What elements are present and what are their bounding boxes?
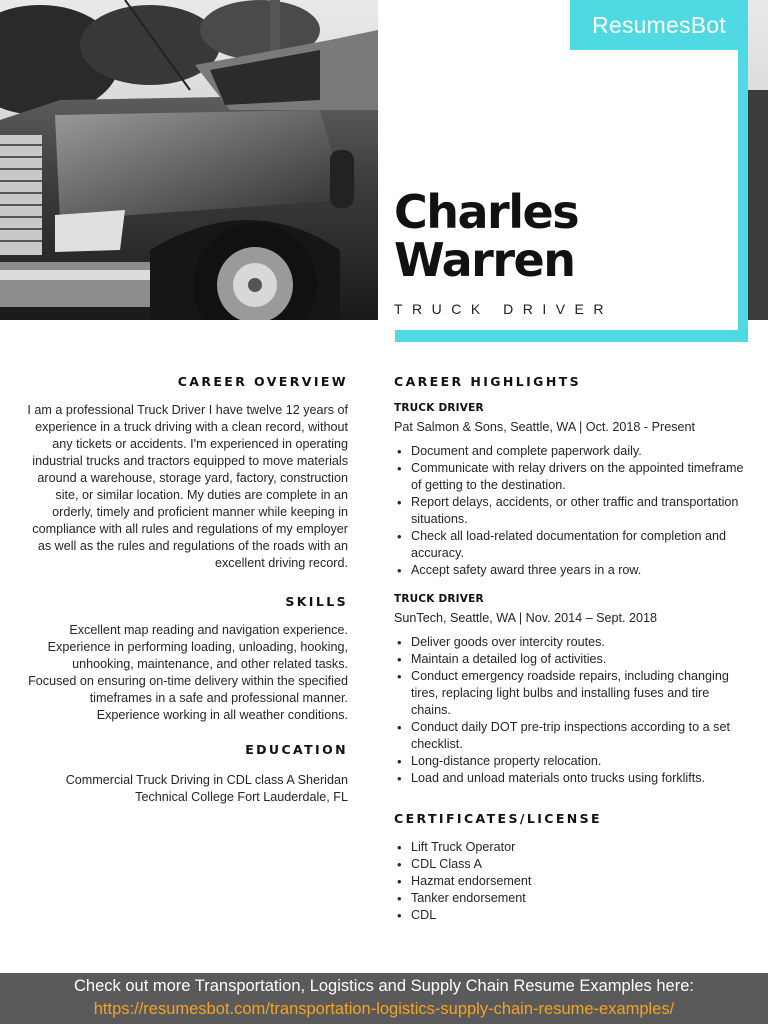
first-name: Charles: [394, 185, 579, 239]
education-text: Commercial Truck Driving in CDL class A Sheridan Technical College Fort Lauderdale, FL: [65, 773, 348, 804]
skill-item: Focused on ensuring on-time delivery within the specified timeframes in a safe and professional manner.: [28, 674, 348, 705]
right-column: [394, 374, 744, 924]
duty-item: • Document and complete paperwork daily.: [394, 443, 744, 460]
duty-item: • Load and unload materials onto trucks using forklifts.: [394, 770, 744, 787]
duty-item: • Maintain a detailed log of activities.: [394, 651, 744, 668]
certificate-item: • CDL: [394, 907, 744, 924]
career-highlights-heading: CAREER HIGHLIGHTS: [394, 374, 582, 389]
job-entry: [394, 593, 744, 787]
certificate-item: • Tanker endorsement: [394, 890, 744, 907]
duty-item: • Check all load-related documentation for completion and accuracy.: [394, 528, 744, 562]
skills-heading: SKILLS: [285, 594, 348, 609]
footer-link[interactable]: https://resumesbot.com/transportation-logistics-supply-chain-resume-examples/: [93, 1000, 675, 1018]
job-duties-list: [394, 634, 744, 787]
duty-item: • Accept safety award three years in a row.: [394, 562, 744, 579]
job-employer-dates: SunTech, Seattle, WA | Nov. 2014 – Sept. 2018: [394, 611, 658, 625]
duty-item: • Deliver goods over intercity routes.: [394, 634, 744, 651]
footer-text: Check out more Transportation, Logistics and Supply Chain Resume Examples here:: [74, 977, 694, 995]
career-overview-text: I am a professional Truck Driver I have twelve 12 years of experience in a truck driving with a clean record, without any tickets or accidents. I'm experienced in operating industrial trucks and tractors equipped to move materials around a warehouse, storage yard, factory, construction site, or similar location. My duties are complete in an orderly, timely and proficient manner while keeping in compliance with all rules and regulations of my employer as well as the rules and regulations of the roads with an excellent driving record.: [27, 403, 348, 570]
certificate-item: • Lift Truck Operator: [394, 839, 744, 856]
footer-banner: [0, 973, 768, 1024]
duty-item: • Long-distance property relocation.: [394, 753, 744, 770]
left-column: [22, 374, 348, 806]
skill-item: Excellent map reading and navigation experience.: [69, 623, 348, 637]
career-overview-heading: CAREER OVERVIEW: [177, 374, 348, 389]
duty-item: • Report delays, accidents, or other traffic and transportation situations.: [394, 494, 744, 528]
job-employer-dates: Pat Salmon & Sons, Seattle, WA | Oct. 2018 - Present: [394, 420, 696, 434]
certificate-item: • CDL Class A: [394, 856, 744, 873]
job-duties-list: [394, 443, 744, 579]
duty-item: • Communicate with relay drivers on the appointed timeframe of getting to the destination.: [394, 460, 744, 494]
certificates-heading: CERTIFICATES/LICENSE: [394, 811, 602, 826]
certificates-list: [394, 839, 744, 924]
skill-item: Experience in performing loading, unloading, hooking, unhooking, maintenance, and other related tasks.: [47, 640, 348, 671]
job-role: TRUCK DRIVER: [394, 402, 484, 414]
brand-logo: ResumesBot: [570, 0, 748, 50]
job-entry: [394, 402, 744, 579]
job-role: TRUCK DRIVER: [394, 593, 484, 605]
certificate-item: • Hazmat endorsement: [394, 873, 744, 890]
skills-list: [22, 622, 348, 724]
skill-item: Experience working in all weather conditions.: [96, 708, 348, 722]
last-name: Warren: [394, 233, 575, 287]
person-name: [394, 185, 724, 287]
duty-item: • Conduct emergency roadside repairs, including changing tires, replacing light bulbs and installing fuses and tire chains.: [394, 668, 744, 719]
education-heading: EDUCATION: [245, 742, 348, 757]
job-title: TRUCK DRIVER: [394, 301, 614, 317]
duty-item: • Conduct daily DOT pre-trip inspections according to a set checklist.: [394, 719, 744, 753]
